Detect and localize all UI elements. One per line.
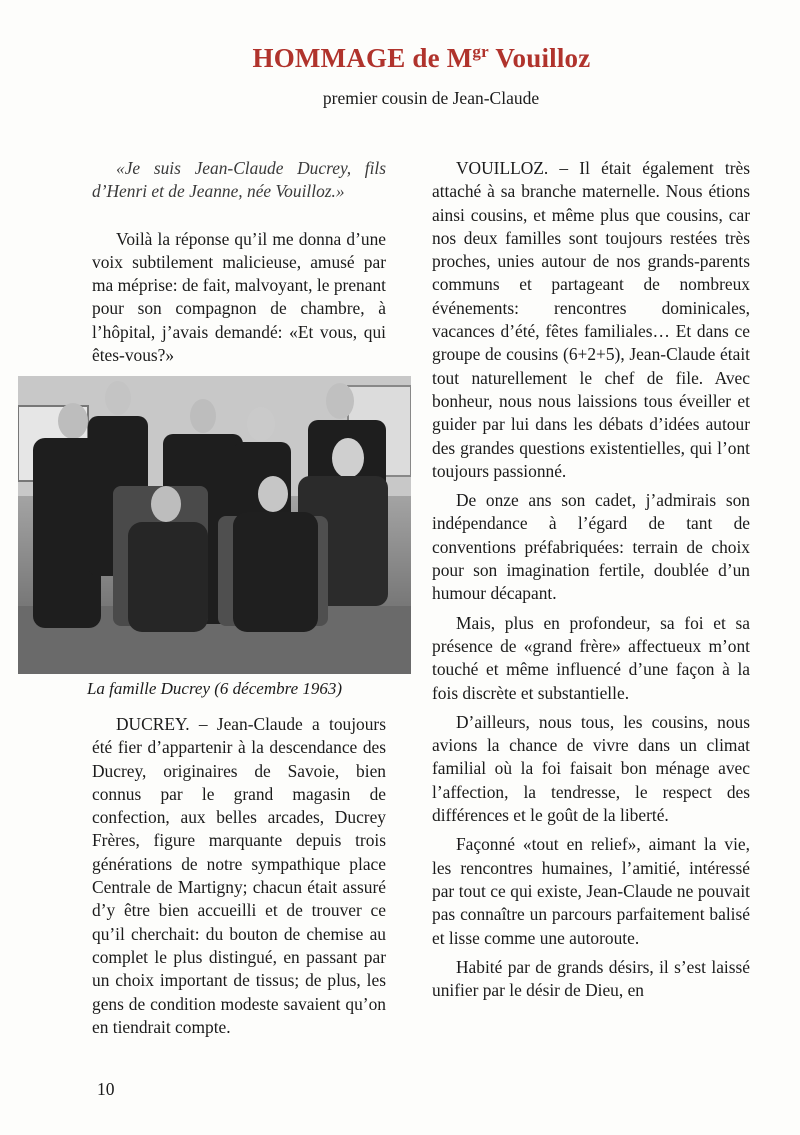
family-photo	[18, 376, 411, 674]
page-subtitle: premier cousin de Jean-Claude	[322, 88, 540, 108]
right-column	[432, 157, 750, 1002]
right-paragraph-4: D’ailleurs, nous tous, les cousins, nous avions la chance de vivre dans un climat familial où la foi faisait bon ménage avec l’affection, la tendresse, le respect des différences et le goût de la liberté.	[432, 711, 750, 826]
right-paragraph-2: De onze ans son cadet, j’admirais son indépendance à l’égard de tant de conventions préfabriquées: terrain de choix pour son imagination fertile, doublée d’un humour décapant.	[432, 490, 750, 604]
right-paragraph-6: Habité par de grands désirs, il s’est laissé unifier par le désir de Dieu, en	[432, 956, 750, 1001]
right-paragraph-5: Façonné «tout en relief», aimant la vie, les rencontres humaines, l’amitié, intéressé par tout ce qui existe, Jean-Claude ne pouvait pas connaître un parcours parfaitement balisé et lisse comme une autoroute.	[432, 834, 750, 948]
photo-caption: La famille Ducrey (6 décembre 1963)	[86, 679, 343, 698]
page-number: 10	[97, 1079, 115, 1099]
page-title: HOMMAGE de $M^{gr}$ Vouilloz	[252, 42, 591, 73]
left-paragraph-2: DUCREY. – Jean-Claude a toujours été fier d’appartenir à la descendance des Ducrey, originaires de Savoie, bien connus par le grand magasin de confection, aux belles arcades, Ducrey Frères, figure marquante depuis trois générations de notre sympathique place Centrale de Martigny; chacun était assuré d’y être bien accueilli et de trouver ce qu’il cherchait: du bouton de chemise au complet le plus distingué, en passant par un choix important de tissus; de plus, les gens de condition modeste savaient qu’on en tiendrait compte.	[92, 714, 386, 1037]
left-paragraph-1: Voilà la réponse qu’il me donna d’une voix subtilement malicieuse, amusé par ma méprise: de fait, malvoyant, le prenant pour son compagnon de chambre, à l’hôpital, j’avais demandé: «Et vous, qui êtes-vous?»	[92, 228, 386, 366]
right-paragraph-1: VOUILLOZ. – Il était également très attaché à sa branche maternelle. Nous étions ainsi cousins, et même plus que cousins, car nos deux familles sont toujours restées très proches, unies autour de nos grands-parents communs et partageant de nombreux événements: rencontres dominicales, vacances d’été, fêtes familiales… Et dans ce groupe de cousins (6+2+5), Jean-Claude était tout naturellement le chef de file. Avec bonheur, nous nous laissions tous éveiller et guider par lui dans les débats d’idées autour des grandes questions existentielles, qui l’ont toujours passionné.	[432, 158, 750, 481]
right-paragraph-3: Mais, plus en profondeur, sa foi et sa présence de «grand frère» affectueux m’ont touché et même influencé d’une façon à la fois discrète et substantielle.	[432, 612, 750, 703]
opening-quote: «Je suis Jean-Claude Ducrey, fils d’Henri et de Jeanne, née Vouilloz.»	[92, 158, 386, 202]
